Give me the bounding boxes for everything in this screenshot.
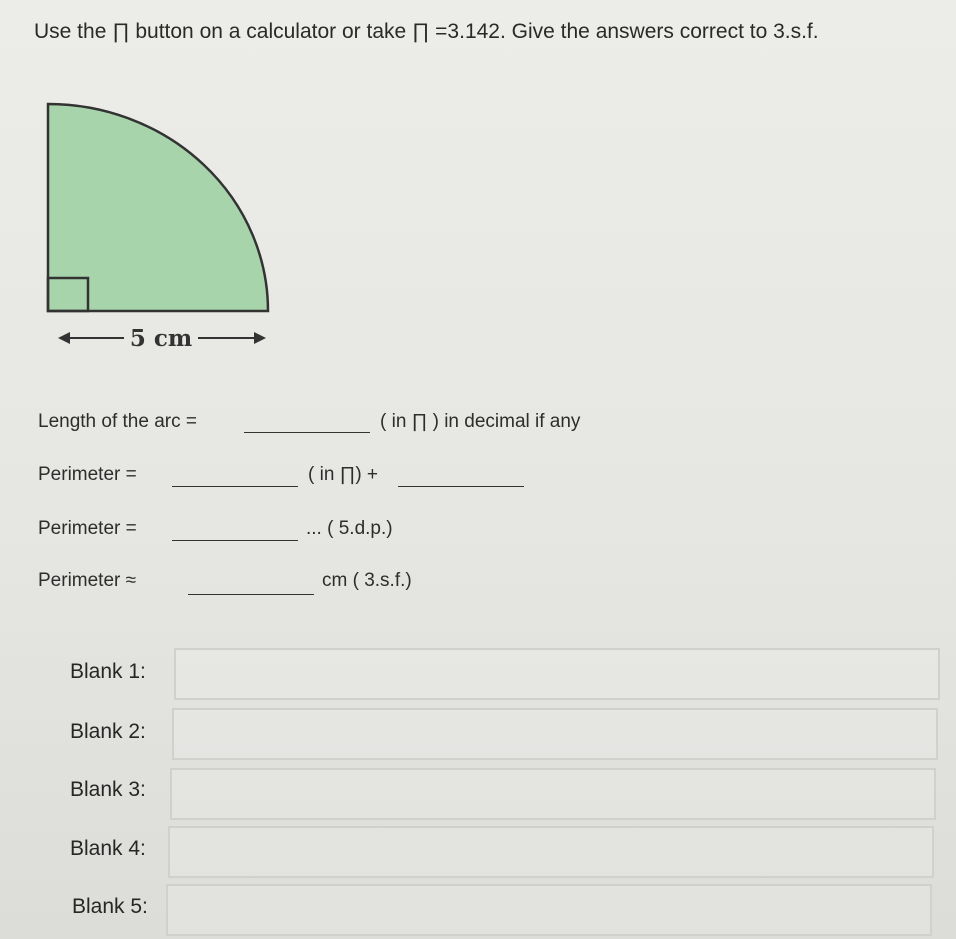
instruction-part-3: =3.142. Give the answers correct to 3.s.f. xyxy=(429,20,819,43)
q4-prefix: Perimeter ≈ xyxy=(38,570,137,591)
q3-suffix: ... ( 5.d.p.) xyxy=(306,518,393,539)
q2-prefix: Perimeter = xyxy=(38,464,137,485)
blank-2-input[interactable] xyxy=(172,708,938,760)
q2-answer-line-2 xyxy=(398,486,524,487)
q3-prefix: Perimeter = xyxy=(38,518,137,539)
blank-3-input[interactable] xyxy=(170,768,936,820)
pi-symbol: ∏ xyxy=(412,20,430,43)
pi-symbol: ∏ xyxy=(112,20,130,43)
dimension-label: 5 cm xyxy=(129,325,193,352)
instruction-part-1: Use the xyxy=(34,20,113,43)
q4-answer-line xyxy=(188,594,314,595)
quarter-circle-figure xyxy=(40,96,280,366)
blank-1-label: Blank 1: xyxy=(70,660,146,683)
q1-answer-line xyxy=(244,432,370,433)
q3-answer-line xyxy=(172,540,298,541)
instruction-part-2: button on a calculator or take xyxy=(129,20,413,43)
blank-1-input[interactable] xyxy=(174,648,940,700)
q2-answer-line-1 xyxy=(172,486,298,487)
blank-3-label: Blank 3: xyxy=(70,778,146,801)
quarter-circle-shape xyxy=(48,104,268,311)
q2-middle: ( in ∏) + xyxy=(308,464,379,485)
arrowhead-left-icon xyxy=(58,332,70,344)
blank-4-input[interactable] xyxy=(168,826,934,878)
blank-5-input[interactable] xyxy=(166,884,932,936)
blank-5-label: Blank 5: xyxy=(72,895,148,918)
q4-suffix: cm ( 3.s.f.) xyxy=(322,570,412,591)
instruction-text xyxy=(34,20,819,44)
blank-4-label: Blank 4: xyxy=(70,837,146,860)
q1-suffix: ( in ∏ ) in decimal if any xyxy=(380,411,581,432)
q1-prefix: Length of the arc = xyxy=(38,411,197,432)
arrowhead-right-icon xyxy=(254,332,266,344)
blank-2-label: Blank 2: xyxy=(70,720,146,743)
